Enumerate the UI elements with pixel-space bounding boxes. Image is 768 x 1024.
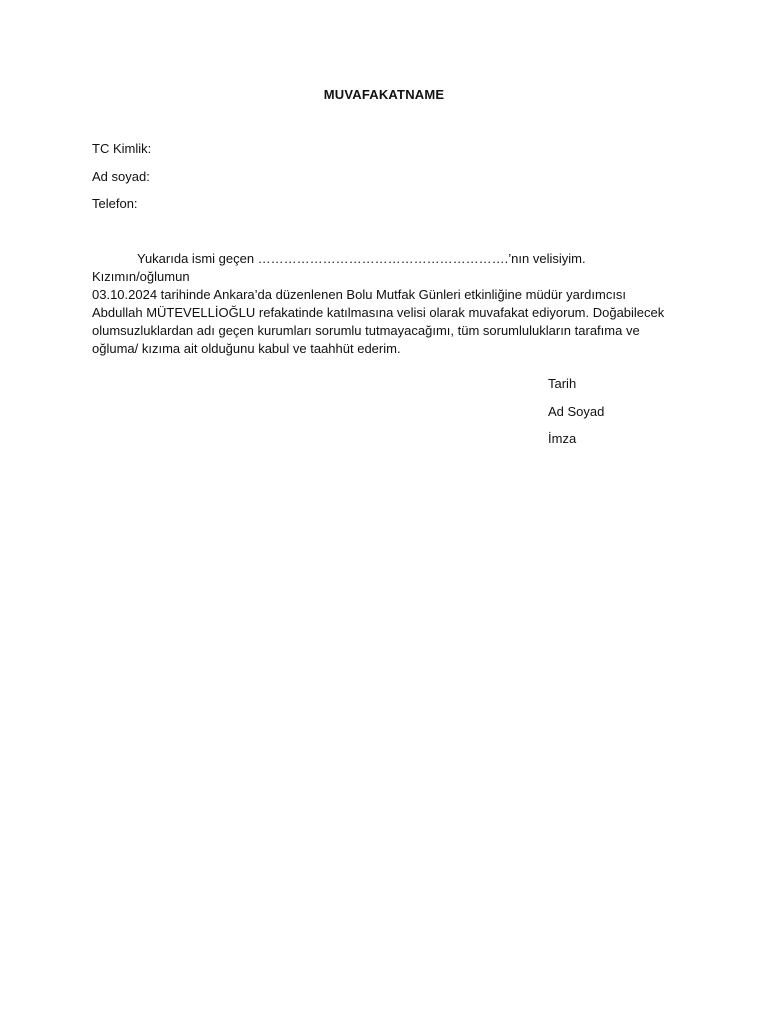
signature-block: [548, 376, 604, 459]
paragraph-line-4: olumsuzluklardan adı geçen kurumları sorumlu tutmayacağımı, tüm sorumlulukların tarafıma ve: [92, 323, 640, 338]
signature-sign-label: İmza: [548, 431, 577, 446]
personal-info-fields: [92, 141, 151, 224]
field-ad-soyad: Ad soyad:: [92, 168, 150, 184]
paragraph-line-3: Abdullah MÜTEVELLİOĞLU refakatinde katılmasına velisi olarak muvafakat ediyorum. Doğabilecek: [92, 305, 665, 320]
paragraph-line-1: Yukarıda ismi geçen ………………………………………………….’nın velisiyim. Kızımın/oğlumun: [92, 251, 586, 284]
paragraph-line-5: oğluma/ kızıma ait olduğunu kabul ve taahhüt ederim.: [92, 341, 401, 356]
field-tc-kimlik: TC Kimlik:: [92, 141, 152, 156]
document-title: MUVAFAKATNAME: [323, 87, 445, 102]
signature-date-label: Tarih: [548, 376, 577, 391]
signature-name-label: Ad Soyad: [548, 403, 605, 419]
paragraph-line-2: 03.10.2024 tarihinde Ankara’da düzenlenen Bolu Mutfak Günleri etkinliğine müdür yardımcısı: [92, 287, 627, 302]
field-telefon: Telefon:: [92, 196, 138, 211]
consent-paragraph: [92, 250, 672, 358]
